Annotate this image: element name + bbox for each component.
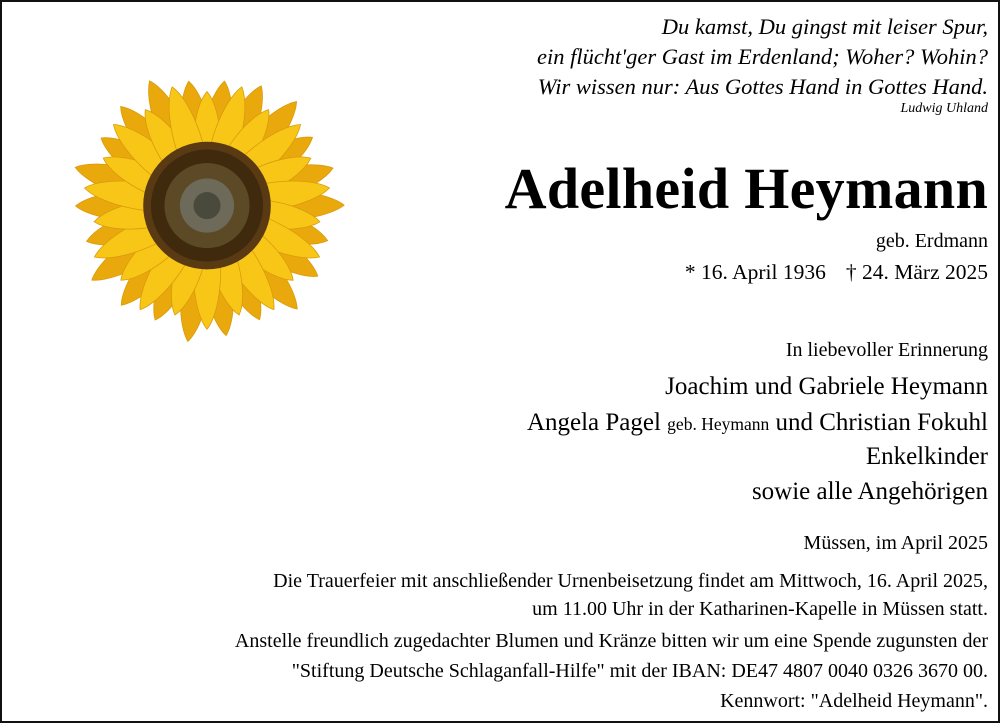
poem-line-2: ein flücht'ger Gast im Erdenland; Woher? Wohin? — [536, 44, 988, 69]
donation-line-2: "Stiftung Deutsche Schlaganfall-Hilfe" mit der IBAN: DE47 4807 0040 0326 3670 00. — [291, 660, 988, 682]
mourner-line-2 — [527, 410, 988, 435]
death-date: † 24. März 2025 — [845, 260, 988, 284]
remembrance-intro: In liebevoller Erinnerung — [785, 339, 988, 361]
poem-line-1: Du kamst, Du gingst mit leiser Spur, — [661, 14, 988, 39]
maiden-name: geb. Erdmann — [875, 230, 988, 252]
service-line-2: um 11.00 Uhr in der Katharinen-Kapelle in Müssen statt. — [532, 598, 988, 620]
mourner-line-3: Enkelkinder — [865, 443, 988, 470]
deceased-name: Adelheid Heymann — [504, 156, 988, 221]
poem-line-3: Wir wissen nur: Aus Gottes Hand in Gottes Hand. — [537, 74, 988, 99]
birth-date: * 16. April 1936 — [684, 260, 826, 284]
donation-line-3: Kennwort: "Adelheid Heymann". — [720, 690, 988, 712]
donation-line-1: Anstelle freundlich zugedachter Blumen und Kränze bitten wir um eine Spende zugunsten der — [234, 630, 988, 652]
sunflower-image — [62, 70, 352, 345]
mourner-partner: und Christian Fokuhl — [775, 409, 988, 436]
mourner-name-angela: Angela Pagel — [526, 409, 661, 436]
poem-author: Ludwig Uhland — [900, 101, 988, 116]
life-dates — [685, 262, 988, 284]
mourner-line-4: sowie alle Angehörigen — [751, 478, 988, 505]
service-line-1: Die Trauerfeier mit anschließender Urnenbeisetzung findet am Mittwoch, 16. April 2025, — [273, 570, 988, 592]
mourner-maiden-name: geb. Heymann — [667, 414, 770, 434]
place-date: Müssen, im April 2025 — [803, 532, 988, 554]
mourner-line-1: Joachim und Gabriele Heymann — [665, 373, 988, 400]
